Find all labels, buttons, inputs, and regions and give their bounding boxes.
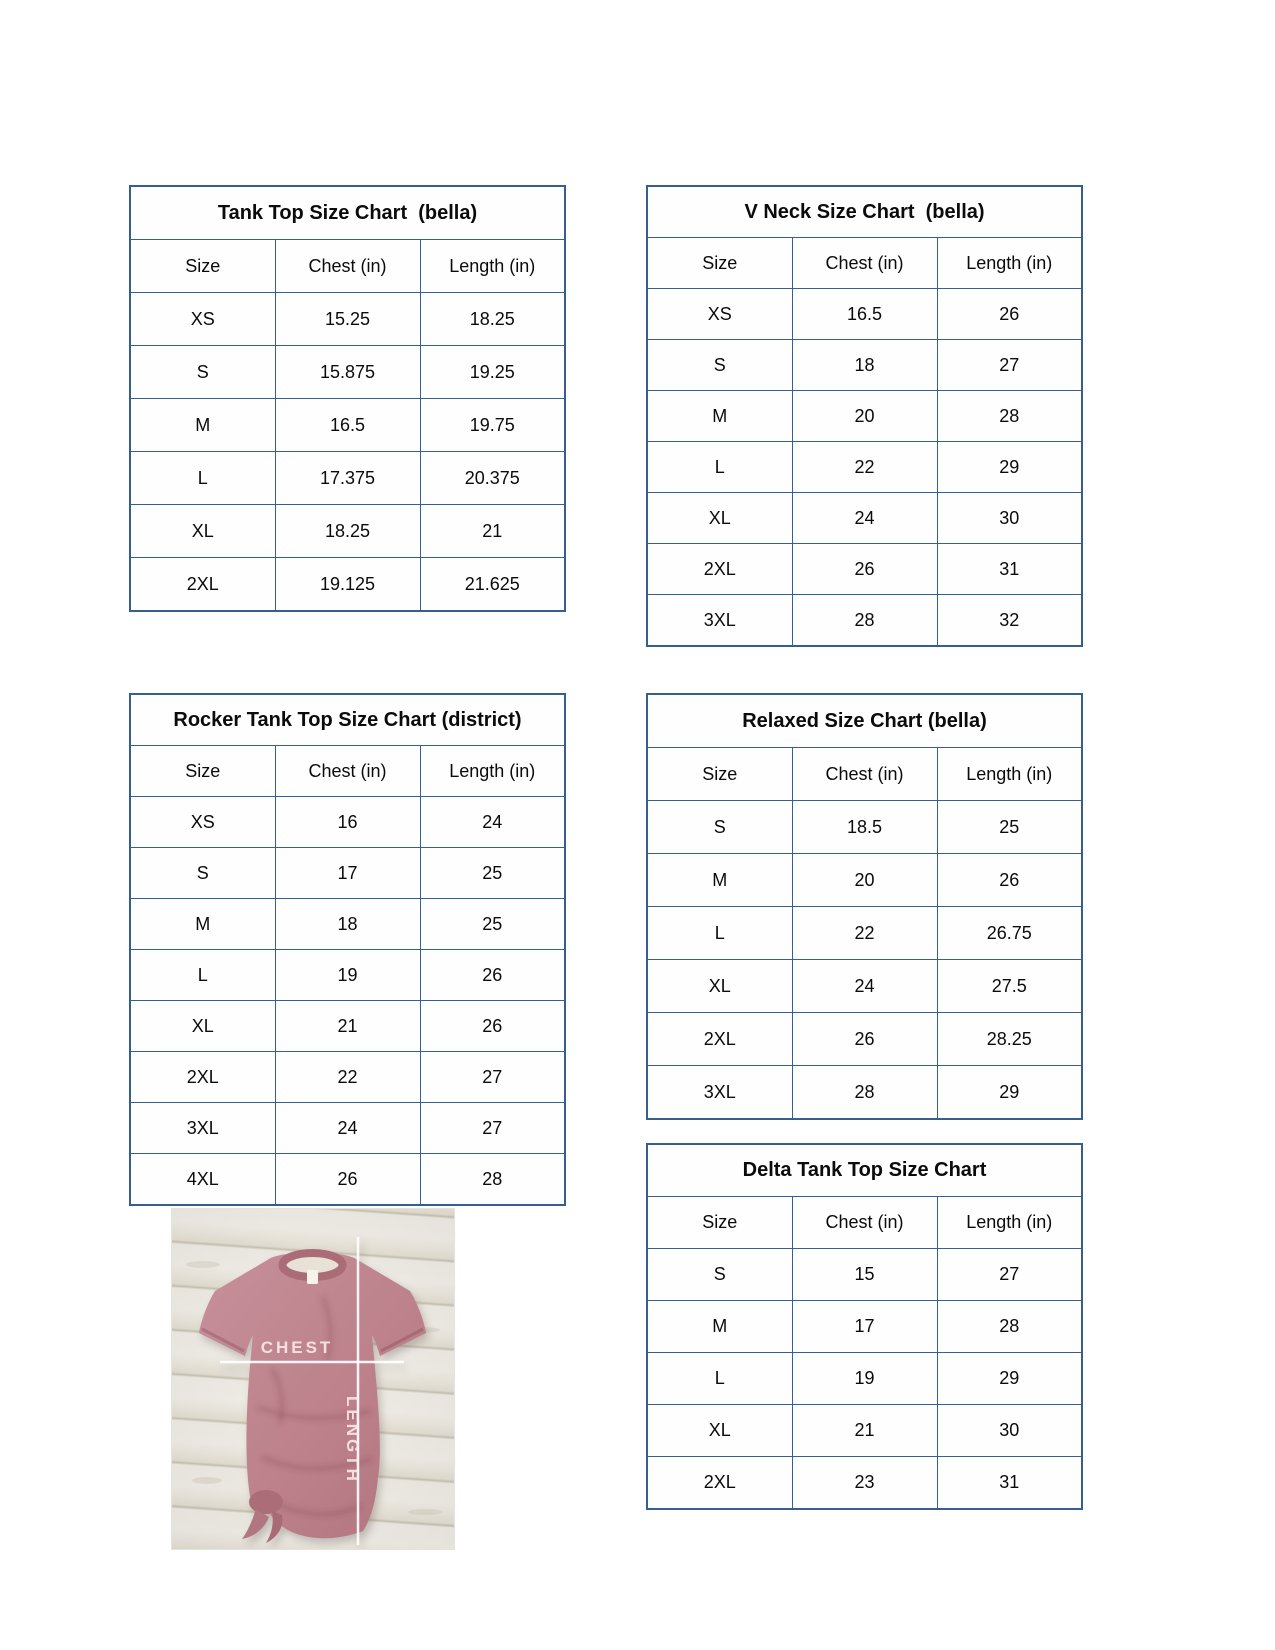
size-cell: XL [647, 1405, 792, 1457]
chest-label: CHEST [260, 1338, 334, 1357]
length-value-cell: 26.75 [937, 907, 1082, 960]
column-header-chest: Chest (in) [792, 748, 937, 801]
chest-value-cell: 24 [792, 960, 937, 1013]
table-header-row [130, 746, 565, 797]
column-header-size: Size [647, 748, 792, 801]
length-value-cell: 28 [420, 1154, 565, 1206]
table-title: Rocker Tank Top Size Chart (district) [130, 694, 565, 746]
size-cell: XL [647, 960, 792, 1013]
table-row [647, 340, 1082, 391]
size-cell: M [130, 399, 275, 452]
table-row [130, 452, 565, 505]
chest-value-cell: 26 [792, 1013, 937, 1066]
table-row [130, 1052, 565, 1103]
size-cell: L [647, 442, 792, 493]
length-value-cell: 19.75 [420, 399, 565, 452]
size-cell: M [647, 854, 792, 907]
chest-value-cell: 28 [792, 1066, 937, 1120]
length-value-cell: 26 [420, 1001, 565, 1052]
column-header-size: Size [647, 238, 792, 289]
table-row [130, 848, 565, 899]
size-cell: XS [130, 797, 275, 848]
size-cell: M [647, 1301, 792, 1353]
table-row [647, 907, 1082, 960]
column-header-chest: Chest (in) [275, 746, 420, 797]
size-cell: S [647, 801, 792, 854]
length-value-cell: 27 [420, 1103, 565, 1154]
length-value-cell: 31 [937, 544, 1082, 595]
table-title: Tank Top Size Chart (bella) [130, 186, 565, 240]
length-value-cell: 26 [420, 950, 565, 1001]
table-row [647, 289, 1082, 340]
column-header-size: Size [130, 240, 275, 293]
table-row [647, 595, 1082, 647]
size-cell: 2XL [647, 1457, 792, 1510]
length-value-cell: 30 [937, 1405, 1082, 1457]
length-value-cell: 21 [420, 505, 565, 558]
table-header-row [647, 238, 1082, 289]
chest-value-cell: 23 [792, 1457, 937, 1510]
size-cell: XL [647, 493, 792, 544]
chest-value-cell: 26 [275, 1154, 420, 1206]
table-title-row [130, 186, 565, 240]
length-value-cell: 20.375 [420, 452, 565, 505]
size-cell: XS [130, 293, 275, 346]
table-row [647, 391, 1082, 442]
table-row [647, 544, 1082, 595]
table-header-row [647, 748, 1082, 801]
length-value-cell: 19.25 [420, 346, 565, 399]
table-row [647, 854, 1082, 907]
table-row [647, 1405, 1082, 1457]
size-cell: M [130, 899, 275, 950]
length-value-cell: 24 [420, 797, 565, 848]
length-value-cell: 26 [937, 854, 1082, 907]
length-value-cell: 25 [420, 848, 565, 899]
length-value-cell: 29 [937, 1066, 1082, 1120]
tshirt-body [199, 1252, 426, 1538]
chest-value-cell: 20 [792, 854, 937, 907]
table-row [130, 797, 565, 848]
table-row [130, 950, 565, 1001]
chest-value-cell: 22 [792, 907, 937, 960]
length-value-cell: 28 [937, 1301, 1082, 1353]
length-value-cell: 28 [937, 391, 1082, 442]
chest-value-cell: 21 [792, 1405, 937, 1457]
length-value-cell: 30 [937, 493, 1082, 544]
chest-value-cell: 18.25 [275, 505, 420, 558]
size-cell: L [647, 907, 792, 960]
table-row [647, 442, 1082, 493]
table-row [647, 1353, 1082, 1405]
chest-value-cell: 17.375 [275, 452, 420, 505]
size-cell: 2XL [647, 544, 792, 595]
length-value-cell: 31 [937, 1457, 1082, 1510]
table-row [130, 1001, 565, 1052]
size-cell: S [647, 1249, 792, 1301]
table-row [130, 1103, 565, 1154]
table-v-neck-bella [646, 185, 1083, 647]
tshirt-measurement-photo [171, 1208, 455, 1550]
table-title-row [647, 694, 1082, 748]
size-cell: S [130, 346, 275, 399]
table-row [647, 1249, 1082, 1301]
table-row [130, 558, 565, 612]
table-title-row [647, 186, 1082, 238]
chest-value-cell: 22 [792, 442, 937, 493]
tshirt-illustration [172, 1209, 454, 1549]
size-cell: 4XL [130, 1154, 275, 1206]
table-row [130, 505, 565, 558]
chest-value-cell: 16 [275, 797, 420, 848]
column-header-length: Length (in) [937, 1197, 1082, 1249]
table-row [130, 899, 565, 950]
size-cell: 3XL [647, 1066, 792, 1120]
hem-knot [242, 1490, 283, 1543]
chest-value-cell: 15 [792, 1249, 937, 1301]
length-value-cell: 27 [420, 1052, 565, 1103]
chest-value-cell: 28 [792, 595, 937, 647]
column-header-chest: Chest (in) [792, 1197, 937, 1249]
table-title-row [647, 1144, 1082, 1197]
table-row [647, 801, 1082, 854]
column-header-size: Size [130, 746, 275, 797]
size-cell: XL [130, 1001, 275, 1052]
table-row [647, 1457, 1082, 1510]
length-value-cell: 29 [937, 1353, 1082, 1405]
collar-tag [307, 1270, 318, 1284]
chest-value-cell: 16.5 [792, 289, 937, 340]
size-cell: XL [130, 505, 275, 558]
table-rocker-tank-top-district [129, 693, 566, 1206]
table-row [647, 960, 1082, 1013]
table-tank-top-bella [129, 185, 566, 612]
table-header-row [130, 240, 565, 293]
length-value-cell: 25 [420, 899, 565, 950]
chest-value-cell: 24 [792, 493, 937, 544]
size-cell: S [647, 340, 792, 391]
table-row [130, 1154, 565, 1206]
length-value-cell: 29 [937, 442, 1082, 493]
size-cell: 2XL [647, 1013, 792, 1066]
chest-value-cell: 15.875 [275, 346, 420, 399]
size-cell: L [130, 950, 275, 1001]
column-header-length: Length (in) [420, 240, 565, 293]
table-relaxed-bella [646, 693, 1083, 1120]
table-title: Relaxed Size Chart (bella) [647, 694, 1082, 748]
length-value-cell: 18.25 [420, 293, 565, 346]
size-cell: 2XL [130, 1052, 275, 1103]
column-header-length: Length (in) [937, 238, 1082, 289]
length-label: LENGTH [343, 1396, 362, 1484]
chest-value-cell: 18 [275, 899, 420, 950]
table-row [647, 1013, 1082, 1066]
table-delta-tank-top [646, 1143, 1083, 1510]
table-row [130, 293, 565, 346]
table-title: Delta Tank Top Size Chart [647, 1144, 1082, 1197]
chest-value-cell: 21 [275, 1001, 420, 1052]
length-value-cell: 27 [937, 340, 1082, 391]
length-value-cell: 32 [937, 595, 1082, 647]
length-value-cell: 26 [937, 289, 1082, 340]
chest-value-cell: 22 [275, 1052, 420, 1103]
column-header-length: Length (in) [420, 746, 565, 797]
table-row [130, 346, 565, 399]
size-cell: L [130, 452, 275, 505]
size-cell: 2XL [130, 558, 275, 612]
length-value-cell: 25 [937, 801, 1082, 854]
chest-value-cell: 17 [792, 1301, 937, 1353]
column-header-size: Size [647, 1197, 792, 1249]
chest-value-cell: 18.5 [792, 801, 937, 854]
size-cell: L [647, 1353, 792, 1405]
chest-value-cell: 24 [275, 1103, 420, 1154]
size-cell: XS [647, 289, 792, 340]
chest-value-cell: 15.25 [275, 293, 420, 346]
length-value-cell: 28.25 [937, 1013, 1082, 1066]
size-cell: 3XL [647, 595, 792, 647]
size-cell: 3XL [130, 1103, 275, 1154]
chest-value-cell: 19.125 [275, 558, 420, 612]
length-value-cell: 27.5 [937, 960, 1082, 1013]
chest-value-cell: 26 [792, 544, 937, 595]
table-header-row [647, 1197, 1082, 1249]
table-row [647, 493, 1082, 544]
length-value-cell: 27 [937, 1249, 1082, 1301]
column-header-chest: Chest (in) [275, 240, 420, 293]
length-value-cell: 21.625 [420, 558, 565, 612]
chest-value-cell: 18 [792, 340, 937, 391]
table-title: V Neck Size Chart (bella) [647, 186, 1082, 238]
chest-value-cell: 19 [275, 950, 420, 1001]
chest-value-cell: 16.5 [275, 399, 420, 452]
chest-value-cell: 17 [275, 848, 420, 899]
size-cell: S [130, 848, 275, 899]
table-row [647, 1301, 1082, 1353]
column-header-chest: Chest (in) [792, 238, 937, 289]
size-cell: M [647, 391, 792, 442]
table-row [647, 1066, 1082, 1120]
chest-value-cell: 20 [792, 391, 937, 442]
column-header-length: Length (in) [937, 748, 1082, 801]
chest-value-cell: 19 [792, 1353, 937, 1405]
table-title-row [130, 694, 565, 746]
table-row [130, 399, 565, 452]
